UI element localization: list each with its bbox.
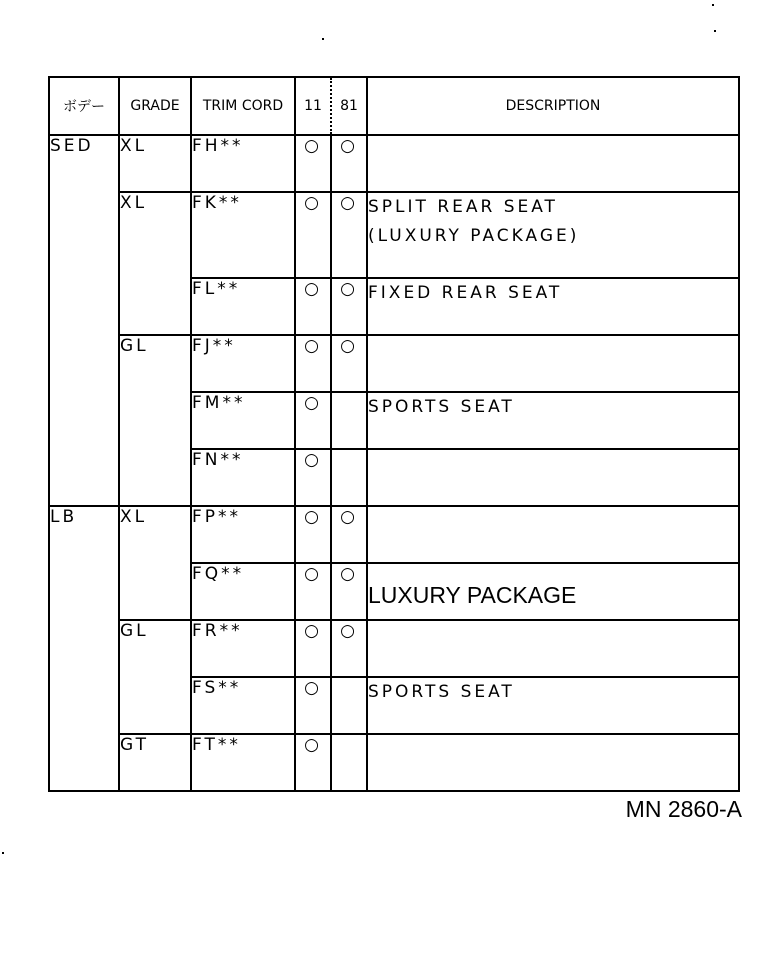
description-cell: [367, 135, 739, 192]
description-cell: SPORTS SEAT: [367, 392, 739, 449]
grade-cell: GL: [119, 620, 191, 734]
description-cell: [367, 449, 739, 506]
grade-cell: XL: [119, 192, 191, 335]
description-cell: [367, 506, 739, 563]
scan-speck: [322, 38, 324, 40]
description-cell: [367, 335, 739, 392]
grade-cell: GT: [119, 734, 191, 791]
body-cell: LB: [49, 506, 119, 791]
header-trim-cord: TRIM CORD: [191, 77, 295, 135]
mark-11: ○: [295, 677, 331, 734]
description-cell: SPLIT REAR SEAT (LUXURY PACKAGE): [367, 192, 739, 278]
grade-cell: GL: [119, 335, 191, 506]
mark-81: ○: [331, 192, 367, 278]
mark-11: ○: [295, 335, 331, 392]
mark-81: ○: [331, 620, 367, 677]
mark-11: ○: [295, 278, 331, 335]
trim-table: [48, 76, 740, 792]
mark-81: ○: [331, 563, 367, 620]
mark-81: [331, 677, 367, 734]
description-cell: [367, 620, 739, 677]
mark-11: ○: [295, 734, 331, 791]
scan-speck: [714, 30, 716, 32]
table-row: [49, 192, 739, 278]
header-body: ボデー: [49, 77, 119, 135]
trim-cell: FL**: [191, 278, 295, 335]
grade-cell: XL: [119, 135, 191, 192]
scan-speck: [712, 4, 714, 6]
description-cell: FIXED REAR SEAT: [367, 278, 739, 335]
trim-cell: FJ**: [191, 335, 295, 392]
mark-81: ○: [331, 135, 367, 192]
mark-11: ○: [295, 135, 331, 192]
table-row: [49, 734, 739, 791]
trim-cell: FM**: [191, 392, 295, 449]
scan-speck: [2, 852, 4, 854]
header-col-11: 11: [295, 77, 331, 135]
table-row: [49, 620, 739, 677]
body-cell: SED: [49, 135, 119, 506]
diagram-code: MN 2860-A: [625, 796, 742, 822]
mark-11: ○: [295, 506, 331, 563]
mark-11: ○: [295, 563, 331, 620]
header-col-81: 81: [331, 77, 367, 135]
mark-11: ○: [295, 192, 331, 278]
mark-11: ○: [295, 449, 331, 506]
trim-cell: FR**: [191, 620, 295, 677]
trim-cell: FP**: [191, 506, 295, 563]
mark-81: [331, 449, 367, 506]
mark-81: ○: [331, 278, 367, 335]
mark-11: ○: [295, 392, 331, 449]
table-row: [49, 506, 739, 563]
trim-cell: FT**: [191, 734, 295, 791]
trim-cell: FQ**: [191, 563, 295, 620]
description-cell: [367, 734, 739, 791]
mark-81: [331, 392, 367, 449]
mark-11: ○: [295, 620, 331, 677]
table-row: [49, 335, 739, 392]
grade-cell: XL: [119, 506, 191, 620]
table-row: [49, 135, 739, 192]
header-description: DESCRIPTION: [367, 77, 739, 135]
trim-cell: FK**: [191, 192, 295, 278]
trim-cell: FS**: [191, 677, 295, 734]
trim-cell: FN**: [191, 449, 295, 506]
trim-cell: FH**: [191, 135, 295, 192]
mark-81: ○: [331, 506, 367, 563]
description-cell: SPORTS SEAT: [367, 677, 739, 734]
description-cell: LUXURY PACKAGE: [367, 563, 739, 620]
header-grade: GRADE: [119, 77, 191, 135]
mark-81: ○: [331, 335, 367, 392]
mark-81: [331, 734, 367, 791]
header-row: [49, 77, 739, 135]
